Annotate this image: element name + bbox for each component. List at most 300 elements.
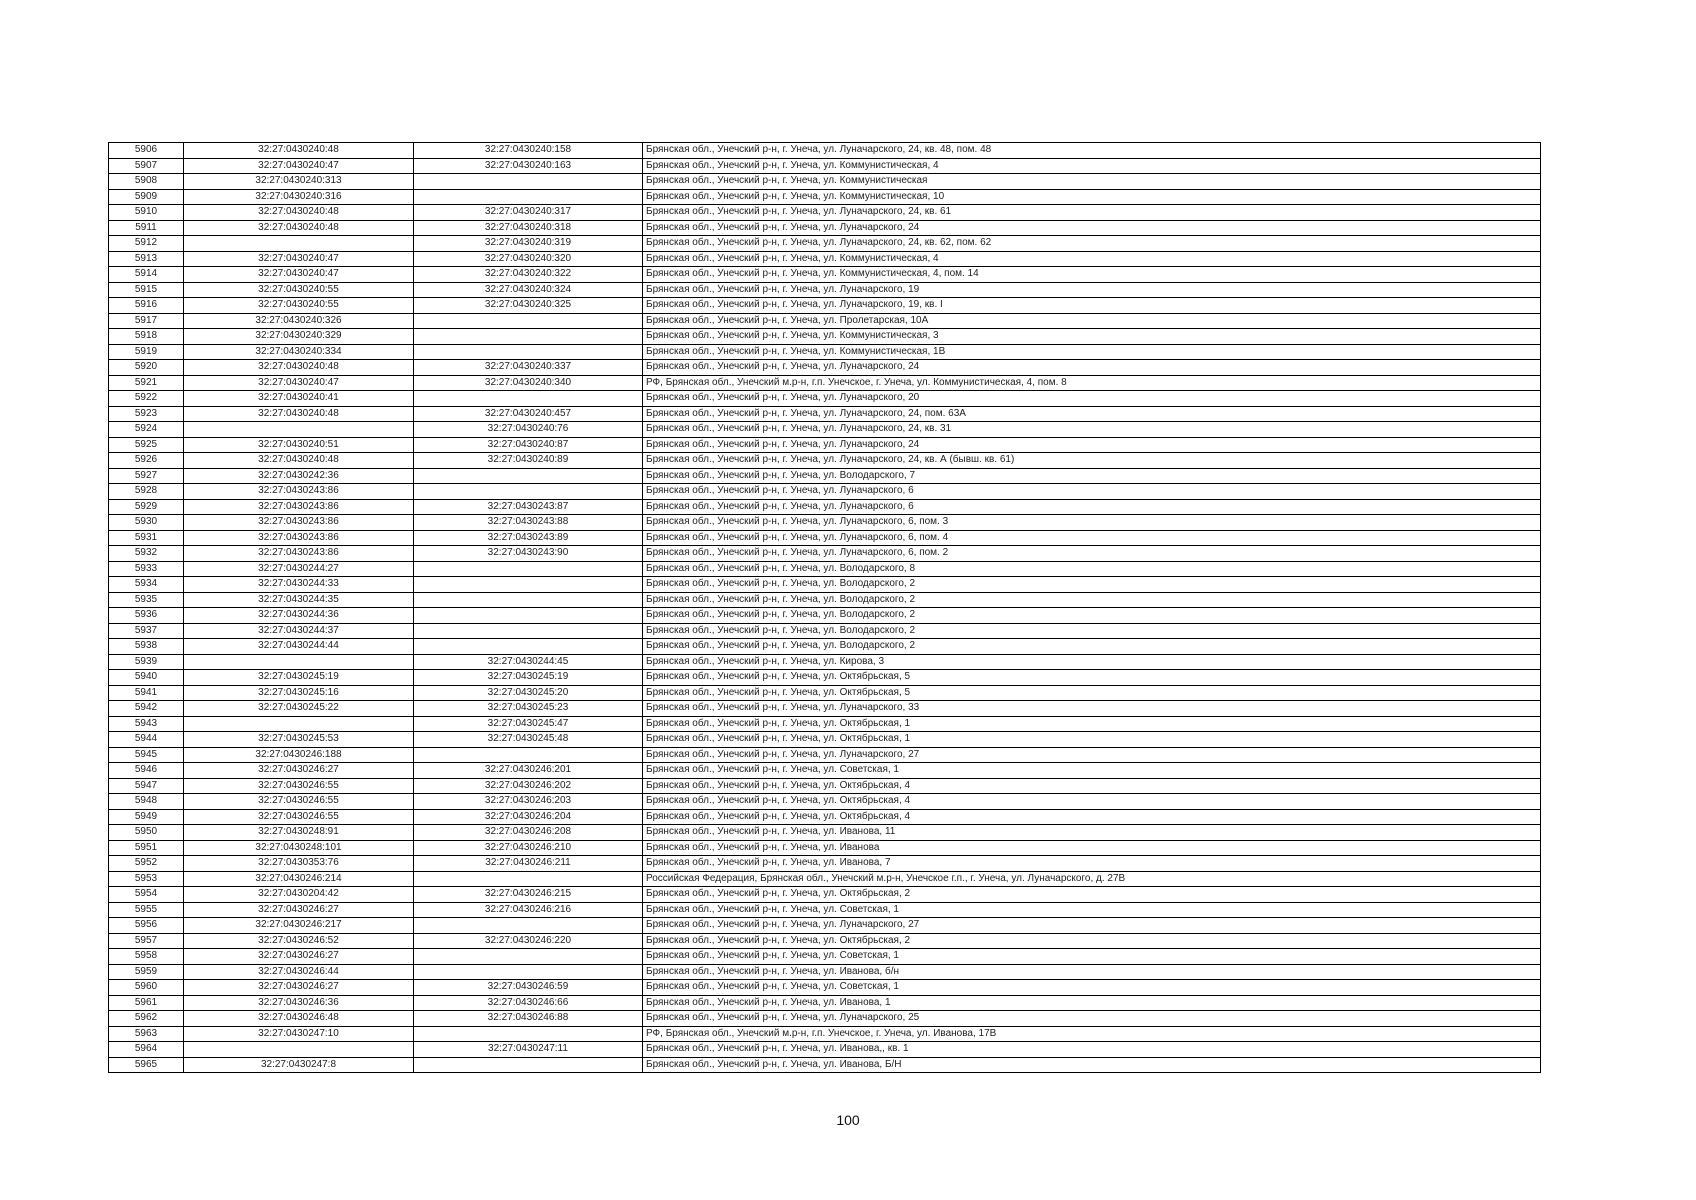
address-cell: Брянская обл., Унечский р-н, г. Унеча, ул. Октябрьская, 4	[643, 809, 1541, 825]
cadastral-number-cell: 32:27:0430240:48	[184, 143, 414, 159]
cadastral-number-cell	[184, 422, 414, 438]
object-number-cell	[414, 747, 643, 763]
object-number-cell: 32:27:0430240:158	[414, 143, 643, 159]
cadastral-number-cell: 32:27:0430240:313	[184, 174, 414, 190]
object-number-cell	[414, 189, 643, 205]
row-number-cell: 5924	[109, 422, 184, 438]
object-number-cell	[414, 313, 643, 329]
cadastral-number-cell: 32:27:0430243:86	[184, 499, 414, 515]
cadastral-number-cell: 32:27:0430244:37	[184, 623, 414, 639]
row-number-cell: 5961	[109, 995, 184, 1011]
address-cell: Брянская обл., Унечский р-н, г. Унеча, ул. Коммунистическая, 4, пом. 14	[643, 267, 1541, 283]
row-number-cell: 5942	[109, 701, 184, 717]
table-row	[109, 220, 1541, 236]
cadastral-number-cell: 32:27:0430240:48	[184, 406, 414, 422]
object-number-cell: 32:27:0430246:201	[414, 763, 643, 779]
object-number-cell	[414, 592, 643, 608]
registry-table-body	[109, 143, 1541, 1073]
cadastral-number-cell: 32:27:0430243:86	[184, 530, 414, 546]
table-row	[109, 546, 1541, 562]
table-row	[109, 158, 1541, 174]
row-number-cell: 5923	[109, 406, 184, 422]
cadastral-number-cell: 32:27:0430246:188	[184, 747, 414, 763]
object-number-cell	[414, 484, 643, 500]
address-cell: Брянская обл., Унечский р-н, г. Унеча, ул. Луначарского, 6, пом. 4	[643, 530, 1541, 546]
cadastral-number-cell: 32:27:0430240:326	[184, 313, 414, 329]
table-row	[109, 1026, 1541, 1042]
address-cell: Брянская обл., Унечский р-н, г. Унеча, ул. Луначарского, 24	[643, 220, 1541, 236]
cadastral-number-cell: 32:27:0430246:44	[184, 964, 414, 980]
cadastral-number-cell	[184, 1042, 414, 1058]
address-cell: Брянская обл., Унечский р-н, г. Унеча, ул. Володарского, 7	[643, 468, 1541, 484]
object-number-cell: 32:27:0430240:319	[414, 236, 643, 252]
table-row	[109, 980, 1541, 996]
object-number-cell	[414, 964, 643, 980]
cadastral-number-cell: 32:27:0430240:47	[184, 375, 414, 391]
object-number-cell: 32:27:0430240:322	[414, 267, 643, 283]
address-cell: Брянская обл., Унечский р-н, г. Унеча, ул. Луначарского, 24	[643, 360, 1541, 376]
table-row	[109, 422, 1541, 438]
row-number-cell: 5950	[109, 825, 184, 841]
object-number-cell	[414, 623, 643, 639]
table-row	[109, 918, 1541, 934]
cadastral-number-cell: 32:27:0430244:44	[184, 639, 414, 655]
row-number-cell: 5946	[109, 763, 184, 779]
table-row	[109, 530, 1541, 546]
table-row	[109, 329, 1541, 345]
table-row	[109, 763, 1541, 779]
table-row	[109, 995, 1541, 1011]
object-number-cell: 32:27:0430240:317	[414, 205, 643, 221]
row-number-cell: 5949	[109, 809, 184, 825]
table-row	[109, 856, 1541, 872]
cadastral-number-cell: 32:27:0430240:47	[184, 267, 414, 283]
row-number-cell: 5922	[109, 391, 184, 407]
address-cell: Брянская обл., Унечский р-н, г. Унеча, ул. Луначарского, 27	[643, 918, 1541, 934]
object-number-cell: 32:27:0430245:47	[414, 716, 643, 732]
cadastral-number-cell: 32:27:0430244:35	[184, 592, 414, 608]
row-number-cell: 5926	[109, 453, 184, 469]
address-cell: Брянская обл., Унечский р-н, г. Унеча, ул. Иванова, б/н	[643, 964, 1541, 980]
address-cell: Брянская обл., Унечский р-н, г. Унеча, ул. Советская, 1	[643, 949, 1541, 965]
row-number-cell: 5920	[109, 360, 184, 376]
cadastral-number-cell: 32:27:0430240:48	[184, 205, 414, 221]
address-cell: Брянская обл., Унечский р-н, г. Унеча, ул. Коммунистическая, 1В	[643, 344, 1541, 360]
row-number-cell: 5907	[109, 158, 184, 174]
table-row	[109, 949, 1541, 965]
table-row	[109, 871, 1541, 887]
cadastral-number-cell: 32:27:0430243:86	[184, 546, 414, 562]
cadastral-number-cell: 32:27:0430247:8	[184, 1057, 414, 1073]
row-number-cell: 5963	[109, 1026, 184, 1042]
address-cell: Брянская обл., Унечский р-н, г. Унеча, ул. Пролетарская, 10А	[643, 313, 1541, 329]
page-number: 100	[836, 1112, 860, 1128]
row-number-cell: 5929	[109, 499, 184, 515]
row-number-cell: 5951	[109, 840, 184, 856]
address-cell: Брянская обл., Унечский р-н, г. Унеча, ул. Коммунистическая, 3	[643, 329, 1541, 345]
address-cell: Брянская обл., Унечский р-н, г. Унеча, ул. Иванова, 7	[643, 856, 1541, 872]
row-number-cell: 5941	[109, 685, 184, 701]
object-number-cell	[414, 468, 643, 484]
object-number-cell: 32:27:0430240:163	[414, 158, 643, 174]
table-row	[109, 344, 1541, 360]
address-cell: Брянская обл., Унечский р-н, г. Унеча, ул. Луначарского, 6	[643, 484, 1541, 500]
address-cell: Брянская обл., Унечский р-н, г. Унеча, ул. Луначарского, 6	[643, 499, 1541, 515]
table-row	[109, 251, 1541, 267]
object-number-cell: 32:27:0430246:208	[414, 825, 643, 841]
address-cell: РФ, Брянская обл., Унечский м.р-н, г.п. Унечское, г. Унеча, ул. Иванова, 17В	[643, 1026, 1541, 1042]
object-number-cell: 32:27:0430246:203	[414, 794, 643, 810]
table-row	[109, 685, 1541, 701]
cadastral-number-cell: 32:27:0430248:101	[184, 840, 414, 856]
table-row	[109, 1011, 1541, 1027]
address-cell: Брянская обл., Унечский р-н, г. Унеча, ул. Кирова, 3	[643, 654, 1541, 670]
table-row	[109, 964, 1541, 980]
address-cell: Брянская обл., Унечский р-н, г. Унеча, ул. Коммунистическая	[643, 174, 1541, 190]
row-number-cell: 5928	[109, 484, 184, 500]
row-number-cell: 5906	[109, 143, 184, 159]
address-cell: Брянская обл., Унечский р-н, г. Унеча, ул. Иванова	[643, 840, 1541, 856]
object-number-cell: 32:27:0430246:210	[414, 840, 643, 856]
cadastral-number-cell	[184, 716, 414, 732]
cadastral-number-cell: 32:27:0430246:52	[184, 933, 414, 949]
object-number-cell: 32:27:0430243:87	[414, 499, 643, 515]
row-number-cell: 5943	[109, 716, 184, 732]
object-number-cell	[414, 329, 643, 345]
table-row	[109, 360, 1541, 376]
cadastral-number-cell: 32:27:0430246:55	[184, 778, 414, 794]
row-number-cell: 5948	[109, 794, 184, 810]
table-row	[109, 670, 1541, 686]
object-number-cell: 32:27:0430246:204	[414, 809, 643, 825]
object-number-cell: 32:27:0430245:19	[414, 670, 643, 686]
address-cell: Брянская обл., Унечский р-н, г. Унеча, ул. Луначарского, 24, кв. А (бывш. кв. 61)	[643, 453, 1541, 469]
address-cell: Брянская обл., Унечский р-н, г. Унеча, ул. Луначарского, 33	[643, 701, 1541, 717]
cadastral-number-cell: 32:27:0430240:329	[184, 329, 414, 345]
table-row	[109, 267, 1541, 283]
cadastral-number-cell: 32:27:0430240:316	[184, 189, 414, 205]
cadastral-number-cell: 32:27:0430242:36	[184, 468, 414, 484]
object-number-cell: 32:27:0430240:320	[414, 251, 643, 267]
table-row	[109, 639, 1541, 655]
row-number-cell: 5930	[109, 515, 184, 531]
address-cell: Брянская обл., Унечский р-н, г. Унеча, ул. Иванова,, кв. 1	[643, 1042, 1541, 1058]
table-row	[109, 391, 1541, 407]
row-number-cell: 5937	[109, 623, 184, 639]
cadastral-number-cell: 32:27:0430246:55	[184, 809, 414, 825]
row-number-cell: 5927	[109, 468, 184, 484]
address-cell: Брянская обл., Унечский р-н, г. Унеча, ул. Луначарского, 24, кв. 48, пом. 48	[643, 143, 1541, 159]
object-number-cell: 32:27:0430245:20	[414, 685, 643, 701]
object-number-cell: 32:27:0430240:340	[414, 375, 643, 391]
address-cell: Брянская обл., Унечский р-н, г. Унеча, ул. Советская, 1	[643, 763, 1541, 779]
table-row	[109, 747, 1541, 763]
cadastral-number-cell: 32:27:0430244:36	[184, 608, 414, 624]
object-number-cell: 32:27:0430240:337	[414, 360, 643, 376]
table-row	[109, 732, 1541, 748]
row-number-cell: 5910	[109, 205, 184, 221]
row-number-cell: 5915	[109, 282, 184, 298]
row-number-cell: 5959	[109, 964, 184, 980]
object-number-cell: 32:27:0430240:76	[414, 422, 643, 438]
cadastral-number-cell: 32:27:0430240:47	[184, 158, 414, 174]
cadastral-number-cell	[184, 236, 414, 252]
object-number-cell	[414, 871, 643, 887]
address-cell: Брянская обл., Унечский р-н, г. Унеча, ул. Луначарского, 19	[643, 282, 1541, 298]
row-number-cell: 5909	[109, 189, 184, 205]
address-cell: Брянская обл., Унечский р-н, г. Унеча, ул. Октябрьская, 5	[643, 670, 1541, 686]
row-number-cell: 5916	[109, 298, 184, 314]
cadastral-number-cell: 32:27:0430246:214	[184, 871, 414, 887]
table-row	[109, 406, 1541, 422]
table-row	[109, 608, 1541, 624]
table-row	[109, 282, 1541, 298]
cadastral-number-cell: 32:27:0430245:19	[184, 670, 414, 686]
cadastral-number-cell: 32:27:0430240:48	[184, 220, 414, 236]
table-row	[109, 437, 1541, 453]
address-cell: Брянская обл., Унечский р-н, г. Унеча, ул. Луначарского, 6, пом. 3	[643, 515, 1541, 531]
object-number-cell: 32:27:0430244:45	[414, 654, 643, 670]
row-number-cell: 5956	[109, 918, 184, 934]
row-number-cell: 5962	[109, 1011, 184, 1027]
table-row	[109, 313, 1541, 329]
row-number-cell: 5911	[109, 220, 184, 236]
address-cell: Брянская обл., Унечский р-н, г. Унеча, ул. Володарского, 2	[643, 577, 1541, 593]
row-number-cell: 5936	[109, 608, 184, 624]
table-row	[109, 577, 1541, 593]
address-cell: Брянская обл., Унечский р-н, г. Унеча, ул. Луначарского, 24, кв. 62, пом. 62	[643, 236, 1541, 252]
address-cell: Брянская обл., Унечский р-н, г. Унеча, ул. Луначарского, 6, пом. 2	[643, 546, 1541, 562]
address-cell: Брянская обл., Унечский р-н, г. Унеча, ул. Октябрьская, 4	[643, 794, 1541, 810]
row-number-cell: 5939	[109, 654, 184, 670]
cadastral-number-cell: 32:27:0430246:27	[184, 763, 414, 779]
address-cell: Брянская обл., Унечский р-н, г. Унеча, ул. Октябрьская, 2	[643, 887, 1541, 903]
cadastral-number-cell: 32:27:0430245:16	[184, 685, 414, 701]
table-row	[109, 887, 1541, 903]
table-row	[109, 809, 1541, 825]
row-number-cell: 5918	[109, 329, 184, 345]
cadastral-number-cell: 32:27:0430246:36	[184, 995, 414, 1011]
row-number-cell: 5938	[109, 639, 184, 655]
object-number-cell: 32:27:0430246:66	[414, 995, 643, 1011]
row-number-cell: 5932	[109, 546, 184, 562]
table-row	[109, 623, 1541, 639]
object-number-cell: 32:27:0430243:90	[414, 546, 643, 562]
row-number-cell: 5958	[109, 949, 184, 965]
address-cell: Брянская обл., Унечский р-н, г. Унеча, ул. Октябрьская, 1	[643, 732, 1541, 748]
row-number-cell: 5935	[109, 592, 184, 608]
cadastral-number-cell: 32:27:0430243:86	[184, 515, 414, 531]
table-row	[109, 716, 1541, 732]
table-row	[109, 592, 1541, 608]
row-number-cell: 5917	[109, 313, 184, 329]
table-row	[109, 561, 1541, 577]
row-number-cell: 5933	[109, 561, 184, 577]
address-cell: Брянская обл., Унечский р-н, г. Унеча, ул. Коммунистическая, 4	[643, 251, 1541, 267]
address-cell: Брянская обл., Унечский р-н, г. Унеча, ул. Коммунистическая, 4	[643, 158, 1541, 174]
address-cell: Брянская обл., Унечский р-н, г. Унеча, ул. Луначарского, 20	[643, 391, 1541, 407]
cadastral-number-cell: 32:27:0430240:55	[184, 298, 414, 314]
cadastral-number-cell: 32:27:0430246:48	[184, 1011, 414, 1027]
object-number-cell	[414, 344, 643, 360]
row-number-cell: 5957	[109, 933, 184, 949]
object-number-cell	[414, 639, 643, 655]
cadastral-number-cell: 32:27:0430240:55	[184, 282, 414, 298]
table-row	[109, 1057, 1541, 1073]
object-number-cell	[414, 577, 643, 593]
address-cell: Брянская обл., Унечский р-н, г. Унеча, ул. Советская, 1	[643, 902, 1541, 918]
table-row	[109, 701, 1541, 717]
object-number-cell: 32:27:0430246:216	[414, 902, 643, 918]
row-number-cell: 5945	[109, 747, 184, 763]
row-number-cell: 5947	[109, 778, 184, 794]
table-row	[109, 933, 1541, 949]
row-number-cell: 5925	[109, 437, 184, 453]
table-row	[109, 1042, 1541, 1058]
row-number-cell: 5964	[109, 1042, 184, 1058]
cadastral-number-cell: 32:27:0430204:42	[184, 887, 414, 903]
object-number-cell: 32:27:0430247:11	[414, 1042, 643, 1058]
object-number-cell: 32:27:0430246:88	[414, 1011, 643, 1027]
table-row	[109, 794, 1541, 810]
row-number-cell: 5908	[109, 174, 184, 190]
object-number-cell	[414, 561, 643, 577]
address-cell: Брянская обл., Унечский р-н, г. Унеча, ул. Володарского, 2	[643, 608, 1541, 624]
object-number-cell: 32:27:0430246:220	[414, 933, 643, 949]
address-cell: Брянская обл., Унечский р-н, г. Унеча, ул. Октябрьская, 1	[643, 716, 1541, 732]
row-number-cell: 5940	[109, 670, 184, 686]
table-row	[109, 825, 1541, 841]
row-number-cell: 5912	[109, 236, 184, 252]
table-row	[109, 468, 1541, 484]
cadastral-number-cell: 32:27:0430246:55	[184, 794, 414, 810]
address-cell: Брянская обл., Унечский р-н, г. Унеча, ул. Иванова, 11	[643, 825, 1541, 841]
row-number-cell: 5921	[109, 375, 184, 391]
object-number-cell	[414, 174, 643, 190]
object-number-cell: 32:27:0430243:88	[414, 515, 643, 531]
address-cell: Брянская обл., Унечский р-н, г. Унеча, ул. Луначарского, 24, кв. 31	[643, 422, 1541, 438]
object-number-cell	[414, 918, 643, 934]
table-row	[109, 453, 1541, 469]
table-row	[109, 189, 1541, 205]
object-number-cell: 32:27:0430246:215	[414, 887, 643, 903]
row-number-cell: 5934	[109, 577, 184, 593]
object-number-cell: 32:27:0430246:211	[414, 856, 643, 872]
address-cell: Брянская обл., Унечский р-н, г. Унеча, ул. Володарского, 2	[643, 623, 1541, 639]
object-number-cell: 32:27:0430240:324	[414, 282, 643, 298]
address-cell: Брянская обл., Унечский р-н, г. Унеча, ул. Иванова, 1	[643, 995, 1541, 1011]
table-row	[109, 375, 1541, 391]
address-cell: Брянская обл., Унечский р-н, г. Унеча, ул. Октябрьская, 5	[643, 685, 1541, 701]
table-row	[109, 840, 1541, 856]
address-cell: Брянская обл., Унечский р-н, г. Унеча, ул. Володарского, 8	[643, 561, 1541, 577]
address-cell: Брянская обл., Унечский р-н, г. Унеча, ул. Луначарского, 27	[643, 747, 1541, 763]
cadastral-number-cell: 32:27:0430246:27	[184, 949, 414, 965]
object-number-cell: 32:27:0430240:318	[414, 220, 643, 236]
object-number-cell	[414, 608, 643, 624]
address-cell: Брянская обл., Унечский р-н, г. Унеча, ул. Луначарского, 24, кв. 61	[643, 205, 1541, 221]
row-number-cell: 5953	[109, 871, 184, 887]
address-cell: Брянская обл., Унечский р-н, г. Унеча, ул. Луначарского, 24, пом. 63А	[643, 406, 1541, 422]
object-number-cell: 32:27:0430246:202	[414, 778, 643, 794]
address-cell: Брянская обл., Унечский р-н, г. Унеча, ул. Коммунистическая, 10	[643, 189, 1541, 205]
object-number-cell: 32:27:0430245:23	[414, 701, 643, 717]
table-row	[109, 484, 1541, 500]
cadastral-number-cell: 32:27:0430246:217	[184, 918, 414, 934]
object-number-cell: 32:27:0430240:89	[414, 453, 643, 469]
address-cell: Брянская обл., Унечский р-н, г. Унеча, ул. Володарского, 2	[643, 639, 1541, 655]
table-row	[109, 143, 1541, 159]
object-number-cell	[414, 391, 643, 407]
cadastral-number-cell: 32:27:0430240:41	[184, 391, 414, 407]
cadastral-number-cell: 32:27:0430240:47	[184, 251, 414, 267]
row-number-cell: 5913	[109, 251, 184, 267]
object-number-cell: 32:27:0430246:59	[414, 980, 643, 996]
row-number-cell: 5931	[109, 530, 184, 546]
object-number-cell	[414, 949, 643, 965]
row-number-cell: 5965	[109, 1057, 184, 1073]
row-number-cell: 5914	[109, 267, 184, 283]
table-row	[109, 515, 1541, 531]
cadastral-number-cell: 32:27:0430244:33	[184, 577, 414, 593]
table-row	[109, 298, 1541, 314]
address-cell: Российская Федерация, Брянская обл., Унечский м.р-н, Унечское г.п., г. Унеча, ул. Луначарского, д. 27В	[643, 871, 1541, 887]
cadastral-number-cell: 32:27:0430240:48	[184, 453, 414, 469]
object-number-cell: 32:27:0430240:325	[414, 298, 643, 314]
address-cell: Брянская обл., Унечский р-н, г. Унеча, ул. Володарского, 2	[643, 592, 1541, 608]
table-row	[109, 174, 1541, 190]
table-row	[109, 236, 1541, 252]
address-cell: Брянская обл., Унечский р-н, г. Унеча, ул. Октябрьская, 4	[643, 778, 1541, 794]
cadastral-number-cell: 32:27:0430248:91	[184, 825, 414, 841]
object-number-cell	[414, 1057, 643, 1073]
object-number-cell: 32:27:0430240:457	[414, 406, 643, 422]
row-number-cell: 5919	[109, 344, 184, 360]
cadastral-number-cell: 32:27:0430245:53	[184, 732, 414, 748]
table-row	[109, 902, 1541, 918]
address-cell: Брянская обл., Унечский р-н, г. Унеча, ул. Иванова, Б/Н	[643, 1057, 1541, 1073]
object-number-cell	[414, 1026, 643, 1042]
cadastral-number-cell: 32:27:0430246:27	[184, 902, 414, 918]
cadastral-number-cell: 32:27:0430240:48	[184, 360, 414, 376]
cadastral-number-cell: 32:27:0430245:22	[184, 701, 414, 717]
address-cell: Брянская обл., Унечский р-н, г. Унеча, ул. Советская, 1	[643, 980, 1541, 996]
address-cell: Брянская обл., Унечский р-н, г. Унеча, ул. Луначарского, 24	[643, 437, 1541, 453]
cadastral-number-cell: 32:27:0430246:27	[184, 980, 414, 996]
table-row	[109, 499, 1541, 515]
row-number-cell: 5952	[109, 856, 184, 872]
cadastral-number-cell: 32:27:0430240:334	[184, 344, 414, 360]
table-row	[109, 654, 1541, 670]
row-number-cell: 5960	[109, 980, 184, 996]
table-row	[109, 205, 1541, 221]
cadastral-number-cell: 32:27:0430247:10	[184, 1026, 414, 1042]
address-cell: Брянская обл., Унечский р-н, г. Унеча, ул. Октябрьская, 2	[643, 933, 1541, 949]
address-cell: Брянская обл., Унечский р-н, г. Унеча, ул. Луначарского, 25	[643, 1011, 1541, 1027]
table-row	[109, 778, 1541, 794]
row-number-cell: 5944	[109, 732, 184, 748]
cadastral-number-cell: 32:27:0430243:86	[184, 484, 414, 500]
row-number-cell: 5954	[109, 887, 184, 903]
cadastral-number-cell: 32:27:0430244:27	[184, 561, 414, 577]
cadastral-number-cell: 32:27:0430240:51	[184, 437, 414, 453]
object-number-cell: 32:27:0430240:87	[414, 437, 643, 453]
object-number-cell: 32:27:0430243:89	[414, 530, 643, 546]
cadastral-number-cell: 32:27:0430353:76	[184, 856, 414, 872]
object-number-cell: 32:27:0430245:48	[414, 732, 643, 748]
registry-table	[108, 142, 1541, 1073]
cadastral-number-cell	[184, 654, 414, 670]
